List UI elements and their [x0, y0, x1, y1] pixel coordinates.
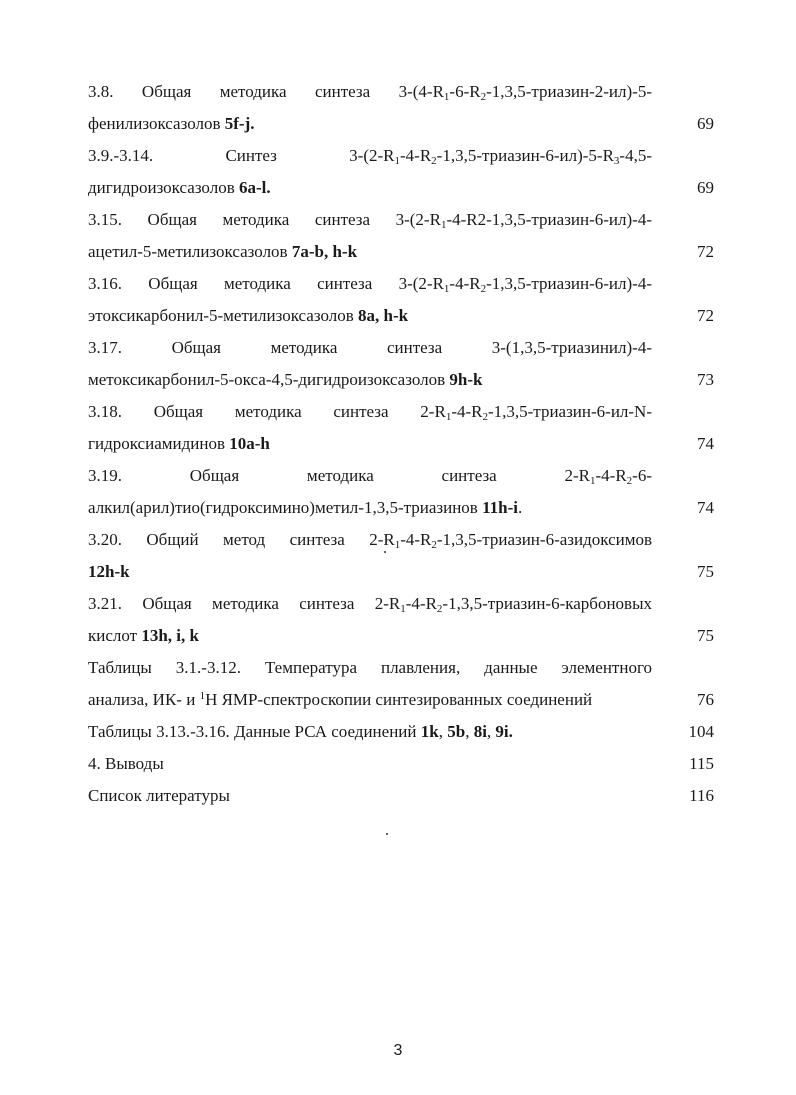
scan-speck — [386, 833, 388, 835]
compound-ids: 8a, h-k — [358, 306, 409, 325]
compound-ids: 12h-k — [88, 562, 130, 581]
superscript: 1 — [199, 690, 206, 702]
toc-entry — [88, 652, 714, 716]
subscript: 1 — [443, 91, 450, 103]
compound-ids: 10a-h — [229, 434, 270, 453]
toc-page-number: 73 — [697, 370, 714, 389]
compound-ids: 5f-j. — [224, 114, 255, 133]
subscript: 2 — [480, 91, 487, 103]
toc-page-number: 104 — [688, 722, 714, 741]
toc-entry-line2: ацетил-5-метилизоксазолов 7a-b, h-k — [88, 242, 358, 261]
compound-ids: 5b — [447, 722, 466, 741]
toc-entry-title: Список литературы — [88, 786, 230, 805]
toc-entry-line1: 3.20. Общий метод синтеза $2-R_1-4-R_2-1,3,5-триазин-6$-азидоксимов — [88, 530, 652, 551]
subscript: 3 — [613, 155, 620, 167]
subscript: 2 — [436, 603, 443, 615]
subscript: 2 — [431, 155, 437, 167]
toc-entry — [88, 748, 714, 780]
toc-entry-line2 — [88, 556, 652, 588]
compound-ids: 9h-k — [449, 370, 483, 389]
toc-entry — [88, 76, 714, 140]
scan-speck — [384, 551, 386, 553]
toc-page-number: 115 — [689, 754, 714, 773]
compound-ids: 8i — [473, 722, 487, 741]
toc-entry-line2: кислот 13h, i, k — [88, 626, 199, 645]
toc-entry-title: Таблицы 3.13.-3.16. Данные РСА соединений 1k, 5b, 8i, 9i. — [88, 722, 513, 741]
toc-entry-line2: алкил(арил)тио(гидроксимино)метил-1,3,5-триазинов 11h-i. — [88, 498, 523, 517]
toc-page-number: 69 — [697, 178, 714, 197]
toc-entry-line2: гидроксиамидинов 10a-h — [88, 434, 270, 453]
subscript: 2 — [626, 475, 633, 487]
table-of-contents — [88, 76, 714, 812]
compound-ids: 11h-i — [482, 498, 518, 517]
toc-page-number: 74 — [697, 434, 714, 453]
toc-page-number: 75 — [697, 562, 714, 581]
toc-entry — [88, 332, 714, 396]
compound-ids: 9i. — [495, 722, 513, 741]
toc-entry — [88, 204, 714, 268]
subscript: 1 — [590, 475, 596, 487]
toc-entry-line2: этоксикарбонил-5-метилизоксазолов 8a, h-k — [88, 306, 409, 325]
toc-entry — [88, 396, 714, 460]
toc-entry-line1: Таблицы 3.1.-3.12. Температура плавления, данные элементного — [88, 658, 652, 677]
toc-entry-line1: 3.16. Общая методика синтеза $3-(2-R_1-4-R_2-1,3,5-триазин-6-ил)-4-$ — [88, 274, 652, 295]
toc-page-number: 69 — [697, 114, 714, 133]
toc-entry — [88, 524, 714, 588]
toc-entry-line1: 3.9.-3.14. Синтез $3-(2-R_1-4-R_2-1,3,5-триазин-6-ил)-5-R_3-4,5-$ — [88, 146, 652, 167]
toc-entry — [88, 268, 714, 332]
subscript: 1 — [440, 219, 447, 231]
toc-page-number: 74 — [697, 498, 714, 517]
toc-entry-line2: фенилизоксазолов 5f-j. — [88, 114, 255, 133]
toc-entry — [88, 716, 714, 748]
compound-ids: 7a-b, h-k — [291, 242, 358, 261]
toc-entry — [88, 140, 714, 204]
toc-entry-line1: 3.21. Общая методика синтеза $2-R_1-4-R_2-1,3,5-триазин-6$-карбоновых — [88, 594, 652, 615]
toc-page-number: 76 — [697, 690, 714, 709]
subscript: 1 — [394, 539, 401, 551]
compound-ids: 6a-l. — [238, 178, 271, 197]
toc-entry-line2: метоксикарбонил-5-окса-4,5-дигидроизоксазолов 9h-k — [88, 370, 483, 389]
subscript: 1 — [443, 283, 450, 295]
toc-entry — [88, 780, 714, 812]
toc-entry-line1: 3.17. Общая методика синтеза 3-(1,3,5-триазинил)-4- — [88, 338, 652, 357]
toc-entry-line1: 3.15. Общая методика синтеза $3-(2-R_1-4-R2-1,3,5-триазин-6-ил)-4-$ — [88, 210, 652, 231]
toc-entry-line2: анализа, ИК- и $^1$Н ЯМР-спектроскопии синтезированных соединений — [88, 690, 593, 709]
toc-entry-line1: 3.8. Общая методика синтеза $3-(4-R_1-6-R_2-1,3,5-триазин-2-ил)-5-$ — [88, 82, 652, 103]
toc-page-number: 72 — [697, 306, 714, 325]
subscript: 1 — [445, 411, 452, 423]
toc-page-number: 75 — [697, 626, 714, 645]
toc-page-number: 116 — [689, 786, 714, 805]
toc-entry — [88, 588, 714, 652]
subscript: 1 — [400, 603, 406, 615]
toc-entry-title: 4. Выводы — [88, 754, 164, 773]
compound-ids: 13h, i, k — [141, 626, 199, 645]
subscript: 2 — [482, 411, 488, 423]
subscript: 2 — [480, 283, 487, 295]
toc-entry-line2: дигидроизоксазолов 6a-l. — [88, 178, 271, 197]
subscript: 1 — [394, 155, 400, 167]
toc-page-number: 72 — [697, 242, 714, 261]
toc-entry-line1: 3.19. Общая методика синтеза $2-R_1-4-R_2-6-$ — [88, 466, 652, 487]
page-number: 3 — [393, 1042, 403, 1059]
subscript: 2 — [431, 539, 437, 551]
compound-ids: 1k — [420, 722, 439, 741]
toc-entry — [88, 460, 714, 524]
toc-entry-line1: 3.18. Общая методика синтеза $2-R_1-4-R_2-1,3,5-триазин-6-ил-N-$ — [88, 402, 652, 423]
